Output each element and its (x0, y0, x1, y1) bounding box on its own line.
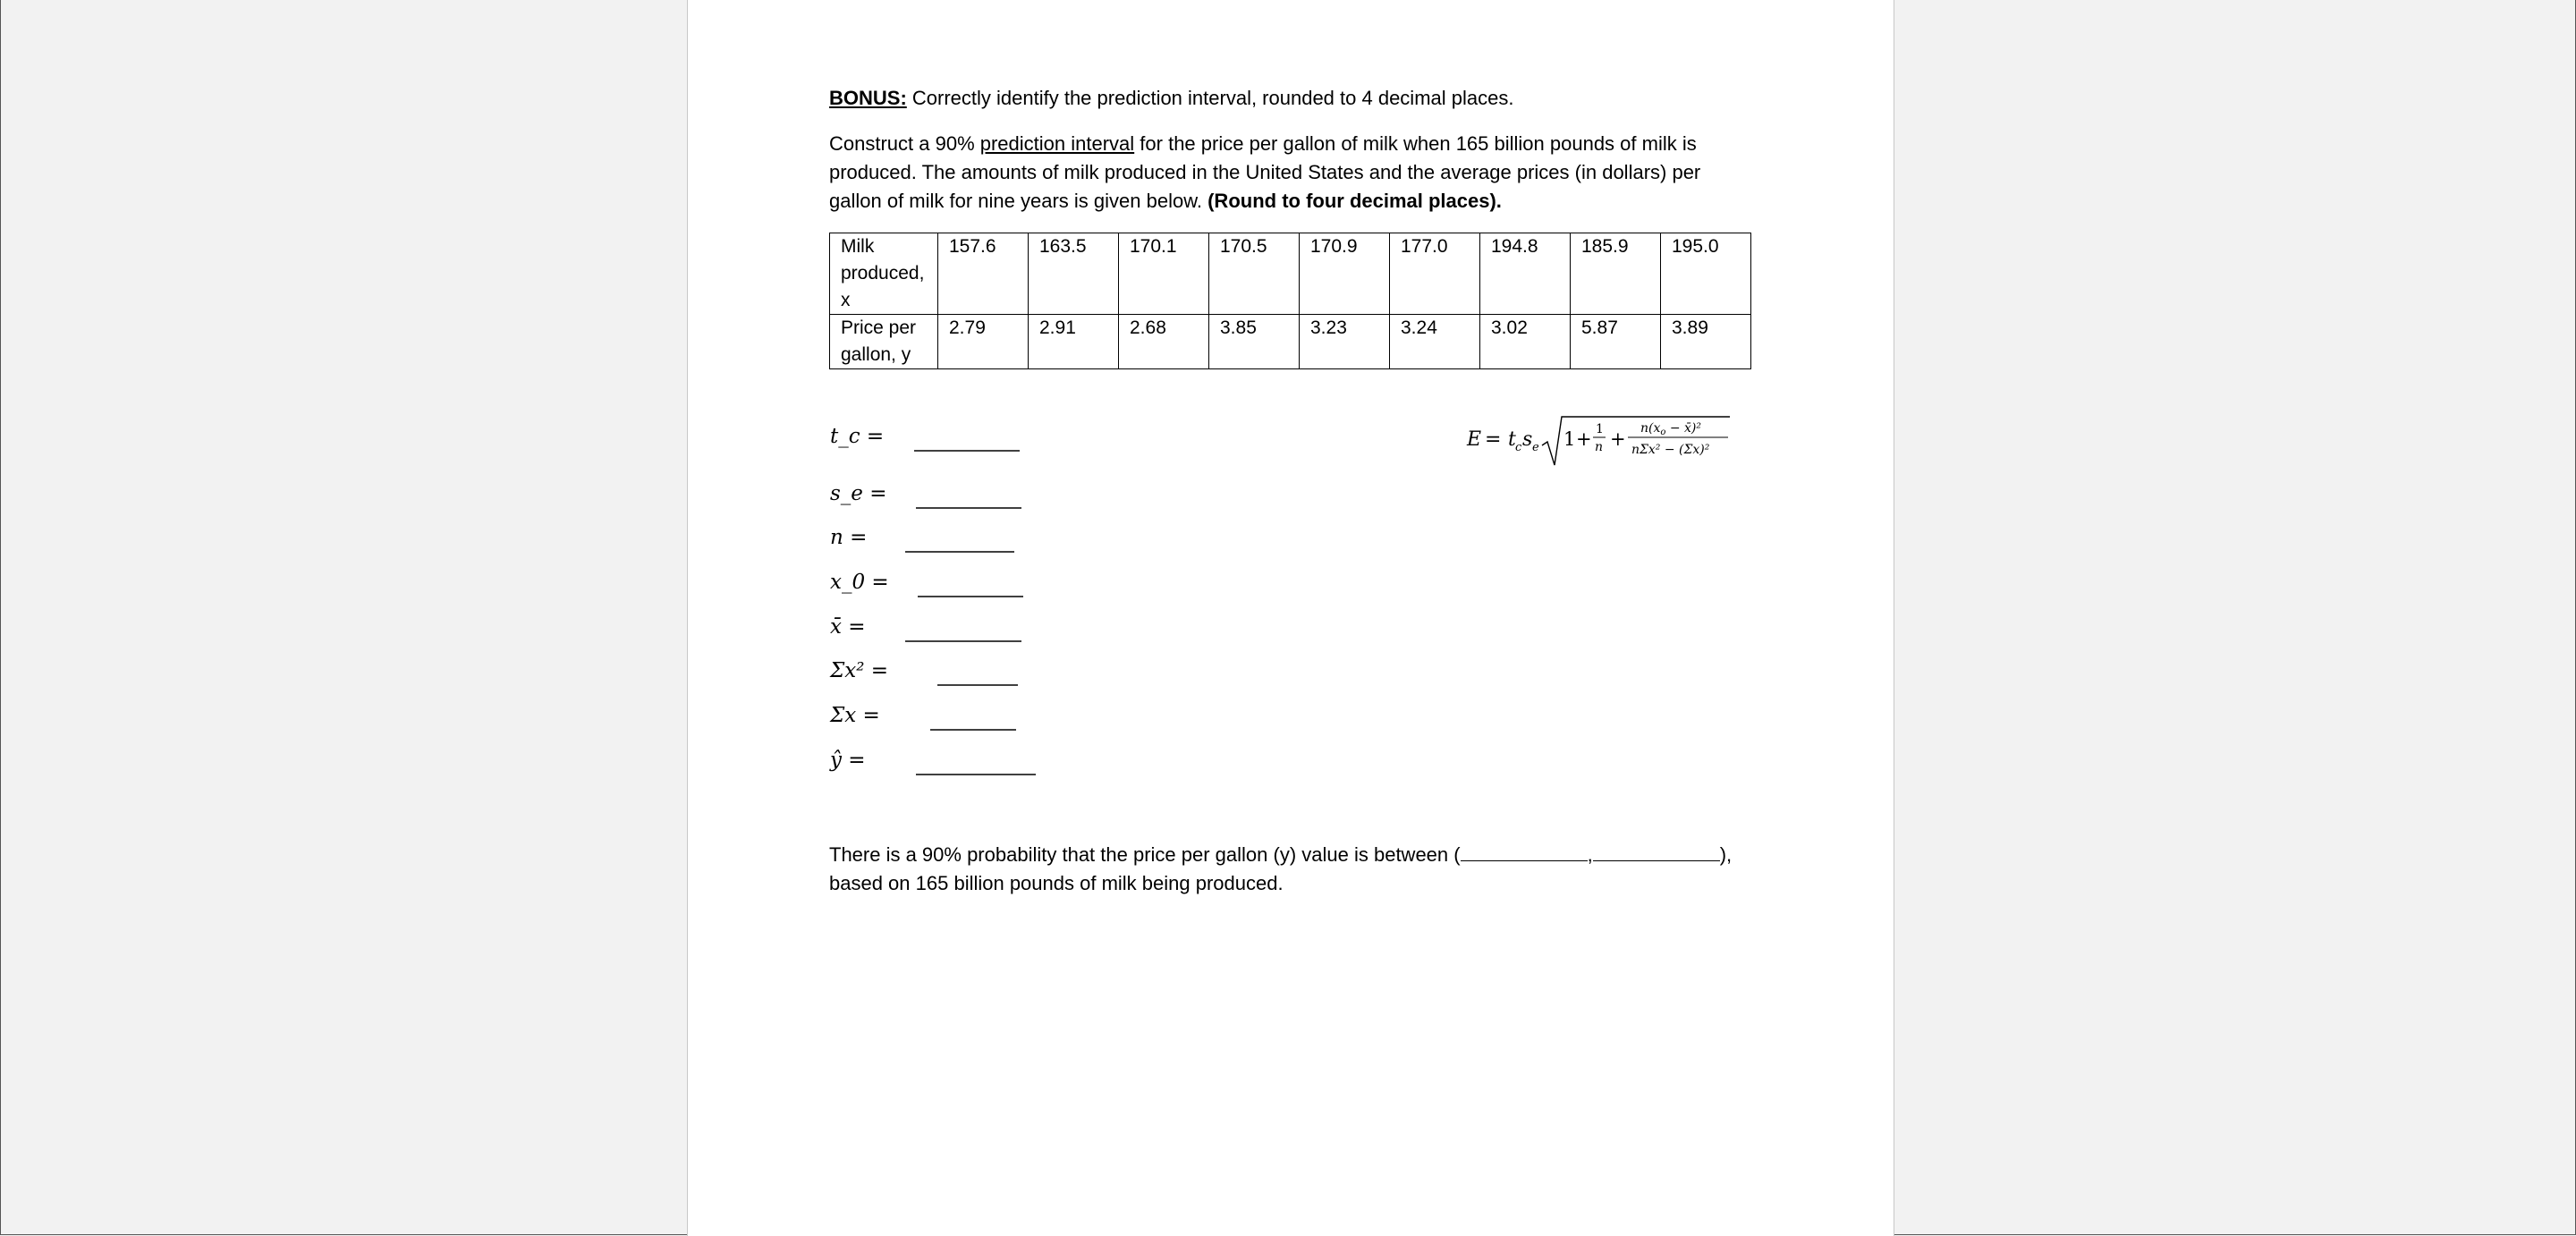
upper-bound-blank (1593, 842, 1720, 861)
table-row-price (830, 315, 1751, 369)
table-header-milk: Milk produced, x (830, 233, 938, 315)
svg-text:nΣx² − (Σx)²: nΣx² − (Σx)² (1631, 443, 1710, 457)
table-cell: 3.89 (1661, 315, 1751, 369)
var-tc-label: t_c = (830, 425, 885, 448)
svg-text:t: t (1508, 428, 1516, 451)
table-cell: 3.24 (1390, 315, 1480, 369)
bonus-text: Correctly identify the prediction interval, rounded to 4 decimal places. (906, 87, 1514, 109)
var-xbar-label: x̄ = (830, 615, 866, 639)
var-x0-label: x_0 = (830, 571, 889, 594)
var-sumx2-label: Σx² = (830, 659, 889, 682)
var-yhat-label: ŷ = (830, 749, 866, 772)
rounding-instruction: (Round to four decimal places). (1208, 190, 1502, 212)
svg-text:1: 1 (1563, 428, 1576, 450)
conclusion-paragraph (829, 841, 1759, 898)
table-cell: 3.85 (1209, 315, 1300, 369)
problem-text-2: for the price per gallon of milk when 165 billion pounds of milk is produced. The amounts of milk produced in the United States and the average prices (in dollars) per gallon of milk for nine years is given below. (829, 132, 1701, 212)
svg-text:c: c (1515, 441, 1522, 454)
conclusion-text-1: There is a 90% probability that the price per gallon (y) value is between ( (829, 843, 1461, 866)
table-cell: 2.91 (1029, 315, 1119, 369)
milk-data-table (829, 233, 1751, 369)
svg-text:=: = (1485, 428, 1502, 451)
prediction-interval-term: prediction interval (979, 132, 1135, 155)
conclusion-text-2: ), based on 165 billion pounds of milk being produced. (829, 843, 1733, 894)
svg-text:+: + (1576, 428, 1592, 450)
table-header-price: Price per gallon, y (830, 315, 938, 369)
bonus-label: BONUS: (829, 87, 907, 109)
var-se-label: s_e = (830, 482, 887, 505)
table-cell: 170.1 (1119, 233, 1209, 315)
margin-of-error-formula (1465, 408, 1733, 470)
conclusion-comma: , (1587, 843, 1593, 866)
table-cell: 195.0 (1661, 233, 1751, 315)
problem-text-1: Construct a 90% (829, 132, 980, 155)
svg-text:n(xo − x̄)²: $n(x_o$ − x̄)² (1640, 421, 1702, 437)
variables-list (823, 411, 1109, 787)
table-cell: 185.9 (1571, 233, 1661, 315)
table-cell: 2.68 (1119, 315, 1209, 369)
table-cell: 163.5 (1029, 233, 1119, 315)
table-cell: 3.02 (1480, 315, 1571, 369)
table-cell: 177.0 (1390, 233, 1480, 315)
table-cell: 170.9 (1300, 233, 1390, 315)
table-cell: 157.6 (938, 233, 1029, 315)
problem-paragraph (829, 130, 1741, 216)
svg-text:+: + (1610, 428, 1626, 450)
svg-text:s: s (1522, 428, 1533, 451)
lower-bound-blank (1461, 842, 1588, 861)
svg-text:E: E (1467, 428, 1482, 451)
table-cell: 2.79 (938, 315, 1029, 369)
var-n-label: n = (830, 526, 868, 549)
table-cell: 5.87 (1571, 315, 1661, 369)
var-sumx-label: Σx = (830, 704, 880, 727)
table-cell: 194.8 (1480, 233, 1571, 315)
svg-text:n: n (1595, 440, 1604, 454)
table-row-milk (830, 233, 1751, 315)
table-cell: 3.23 (1300, 315, 1390, 369)
bonus-paragraph (829, 84, 1759, 113)
svg-text:e: e (1532, 441, 1539, 454)
table-cell: 170.5 (1209, 233, 1300, 315)
svg-text:1: 1 (1596, 422, 1604, 436)
